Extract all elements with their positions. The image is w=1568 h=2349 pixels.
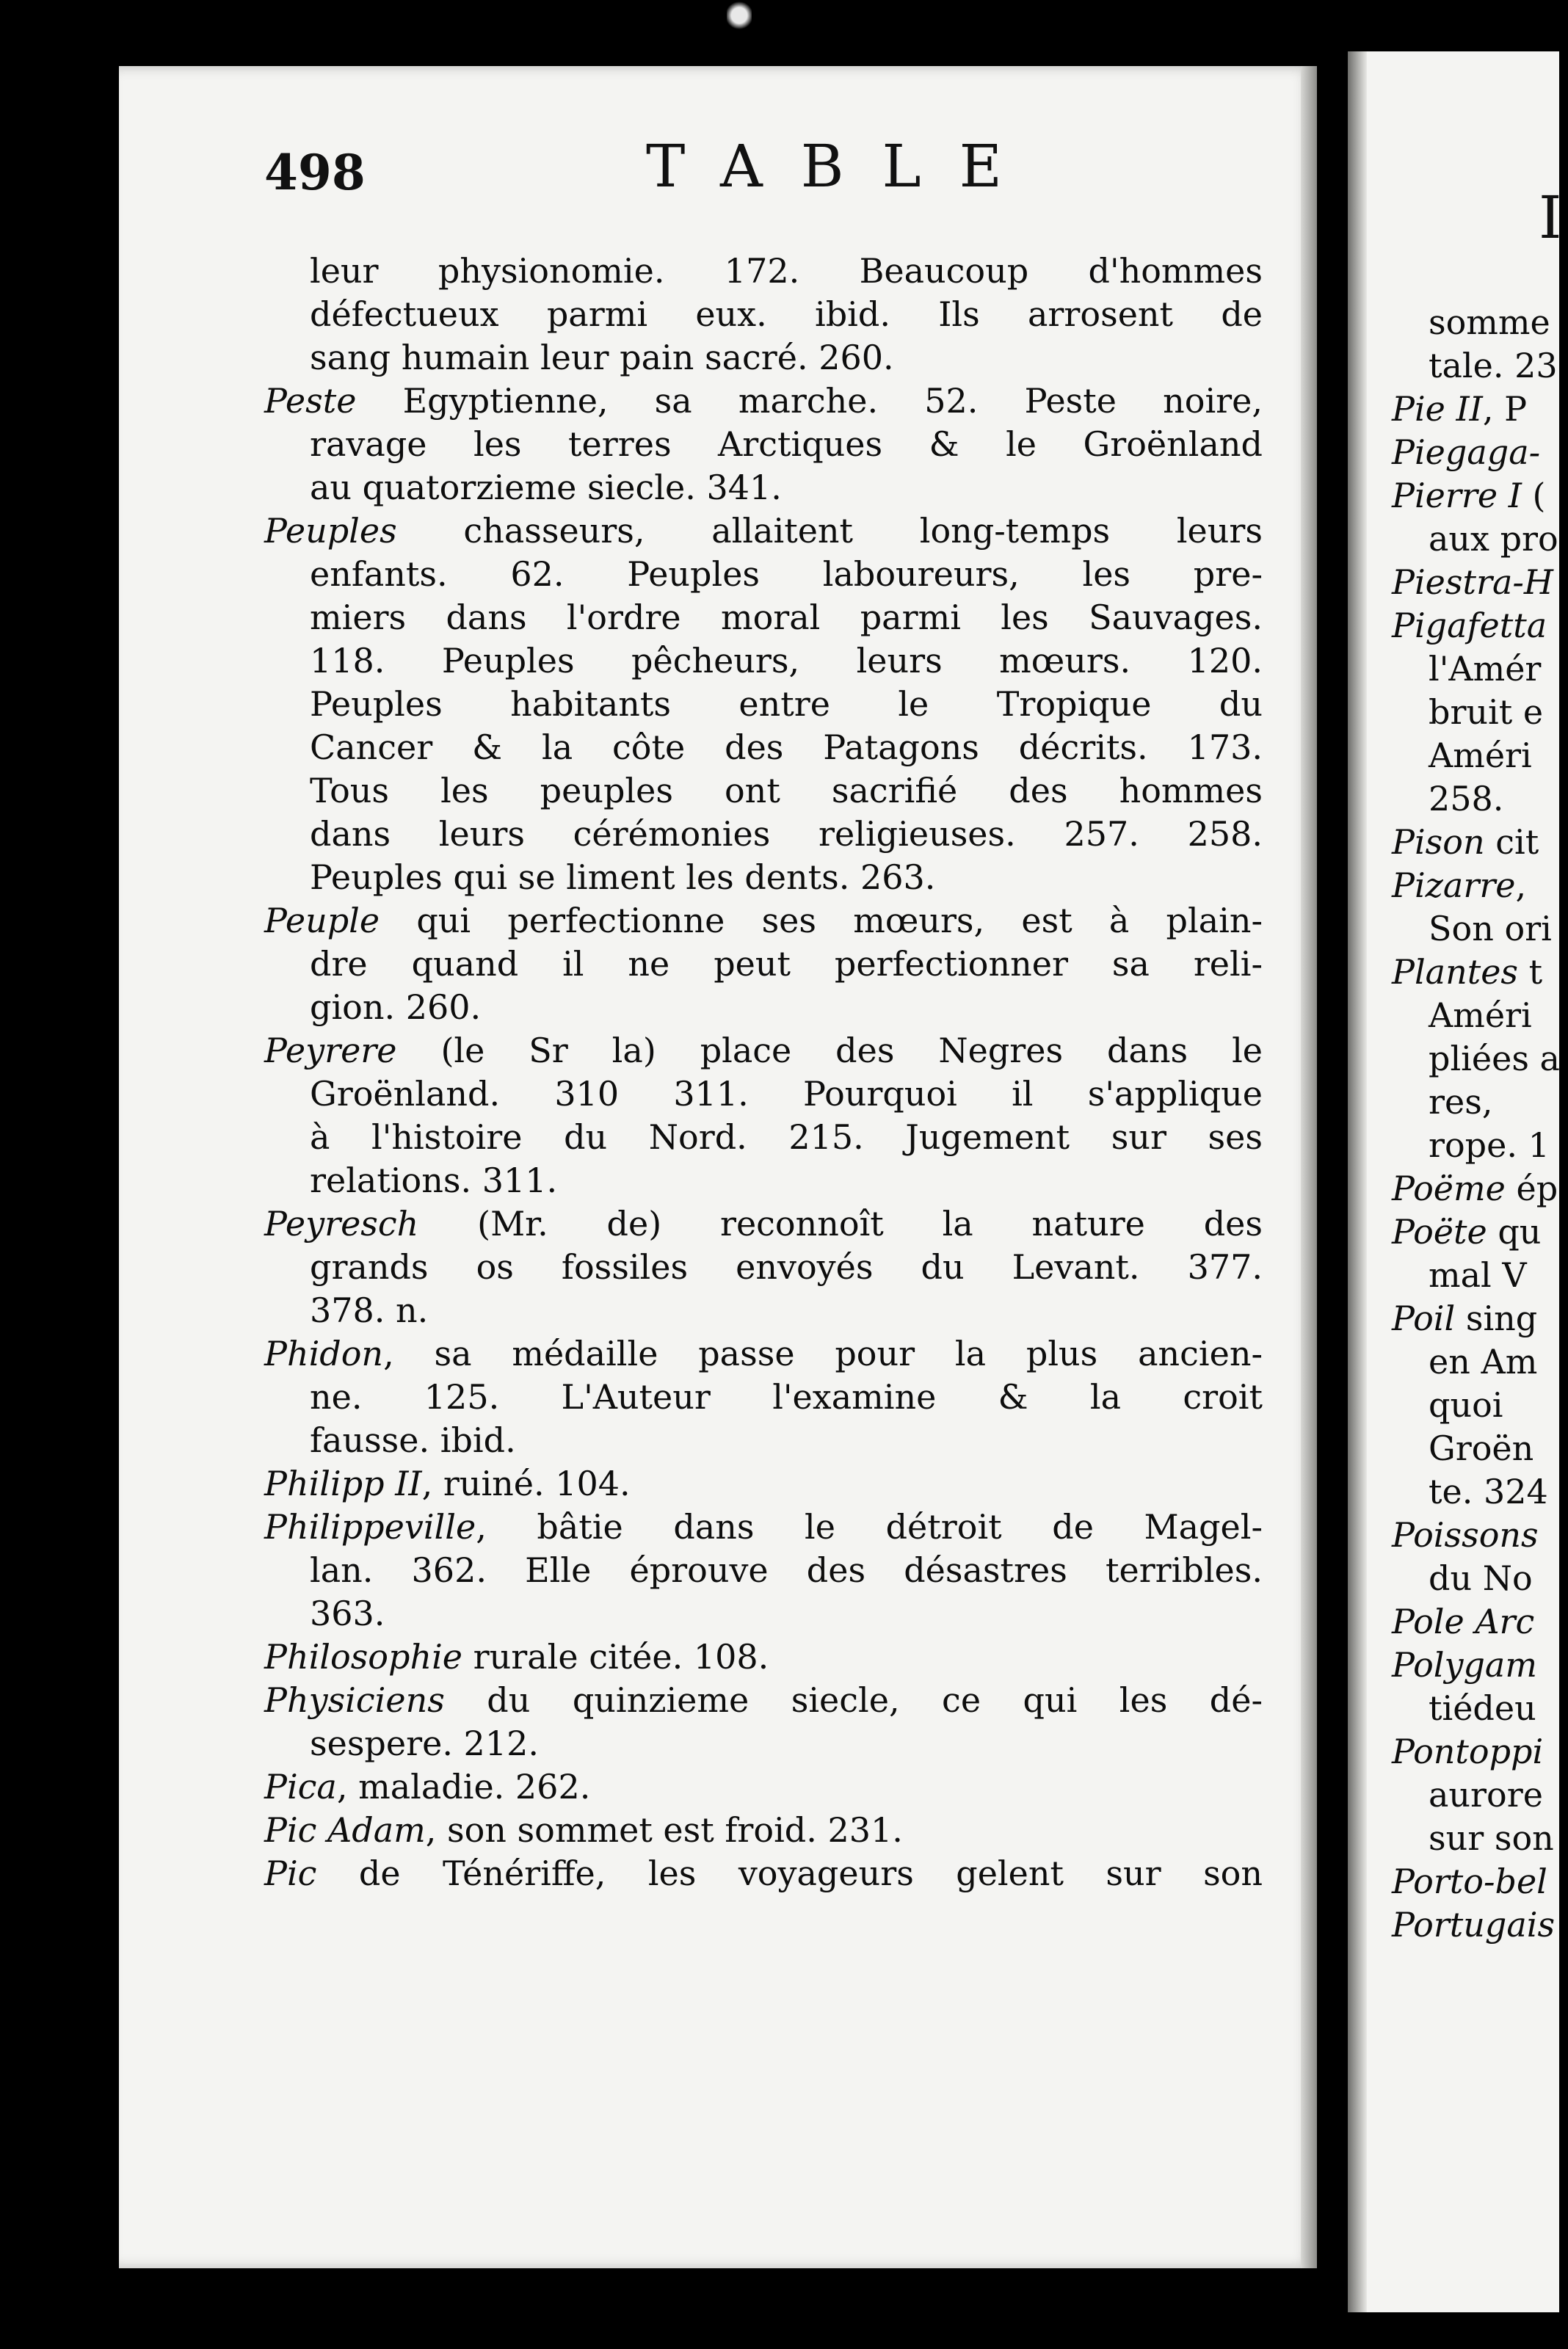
page-gutter-shadow — [1301, 66, 1317, 2268]
index-line-text: somme — [1429, 302, 1550, 342]
index-line-text: , ruiné. 104. — [421, 1464, 631, 1503]
index-line — [264, 986, 1263, 1029]
index-line — [264, 1029, 1263, 1072]
index-headword: Pole Arc — [1392, 1602, 1535, 1641]
index-line — [1392, 344, 1568, 388]
index-headword: Physiciens — [264, 1680, 445, 1720]
index-line-text: t — [1518, 952, 1543, 992]
index-line — [1392, 1687, 1568, 1730]
index-line — [264, 380, 1263, 423]
index-line — [264, 1765, 1263, 1809]
index-line-text: fausse. ibid. — [310, 1420, 516, 1460]
index-line — [264, 1635, 1263, 1679]
index-line-text: aux pro — [1429, 519, 1558, 559]
index-line-text: relations. 311. — [310, 1161, 558, 1200]
index-line-text: 118. Peuples pêcheurs, leurs mœurs. 120. — [310, 641, 1263, 680]
index-line — [1392, 691, 1568, 734]
index-line — [264, 1592, 1263, 1635]
index-headword: Peste — [264, 381, 357, 421]
index-line-text: l'Amér — [1429, 649, 1542, 689]
index-line-text: miers dans l'ordre moral parmi les Sauvages. — [310, 598, 1263, 637]
index-line-text: Cancer & la côte des Patagons décrits. 173. — [310, 727, 1263, 767]
index-line — [264, 1072, 1263, 1116]
index-line-text: Egyptienne, sa marche. 52. Peste noire, — [356, 381, 1263, 421]
index-line — [1392, 1730, 1568, 1773]
index-line — [264, 726, 1263, 769]
index-line — [264, 466, 1263, 509]
index-line — [264, 1506, 1263, 1549]
index-line — [264, 1116, 1263, 1159]
index-line-text: (le Sr la) place des Negres dans le — [396, 1031, 1263, 1070]
index-line — [264, 1679, 1263, 1722]
index-line-text: gion. 260. — [310, 987, 482, 1027]
index-headword: Pontoppi — [1392, 1732, 1544, 1771]
index-line-text: Améri — [1429, 995, 1532, 1035]
running-head: TABLE — [646, 132, 1041, 200]
index-line — [1392, 301, 1568, 344]
right-running-head: I — [1539, 184, 1562, 252]
index-line — [1392, 951, 1568, 994]
right-page — [1348, 51, 1562, 2312]
index-line — [264, 683, 1263, 726]
index-line — [264, 336, 1263, 380]
index-headword: Philipp II — [264, 1464, 422, 1503]
index-line-text: rurale citée. 108. — [462, 1637, 769, 1677]
index-line-text: , maladie. 262. — [336, 1767, 591, 1807]
index-line-text: Améri — [1429, 736, 1532, 775]
index-line-text: qui perfectionne ses mœurs, est à plain- — [380, 901, 1263, 940]
index-line — [1392, 994, 1568, 1037]
index-line-text: , sa médaille passe pour la plus ancien- — [383, 1334, 1263, 1373]
index-line — [1392, 907, 1568, 951]
index-headword: Phidon — [264, 1334, 384, 1373]
index-headword: Polygam — [1392, 1645, 1537, 1685]
index-line — [264, 1246, 1263, 1289]
index-line-text: 258. — [1429, 779, 1504, 818]
index-line-text: Peuples habitants entre le Tropique du — [310, 684, 1263, 724]
index-line-text: du No — [1429, 1558, 1533, 1598]
index-headword: Philosophie — [264, 1637, 463, 1677]
index-line — [1392, 1644, 1568, 1687]
index-headword: Piegaga- — [1392, 432, 1541, 472]
index-headword: Portugais — [1392, 1905, 1556, 1945]
index-line — [264, 856, 1263, 899]
index-line-text: à l'histoire du Nord. 215. Jugement sur ses — [310, 1117, 1263, 1157]
index-line-text: en Am — [1429, 1342, 1538, 1382]
index-line — [264, 553, 1263, 596]
index-line — [264, 1289, 1263, 1332]
index-line — [264, 769, 1263, 813]
index-line — [1392, 734, 1568, 777]
index-line — [264, 1852, 1263, 1895]
index-line — [1392, 431, 1568, 474]
index-line-text: de Ténériffe, les voyageurs gelent sur son — [316, 1854, 1263, 1893]
index-headword: Pic Adam — [264, 1810, 426, 1850]
index-line — [1392, 1124, 1568, 1167]
index-line — [1392, 1427, 1568, 1470]
index-line-text: res, — [1429, 1082, 1493, 1122]
index-line-text: mal V — [1429, 1255, 1527, 1295]
index-headword: Pison — [1392, 822, 1485, 862]
index-line-text: aurore — [1429, 1775, 1543, 1815]
index-headword: Pic — [264, 1854, 317, 1893]
index-line — [1392, 518, 1568, 561]
index-line — [1392, 1600, 1568, 1644]
index-headword: Porto-bel — [1392, 1862, 1547, 1901]
index-line-text: au quatorzieme siecle. 341. — [310, 468, 782, 507]
index-line — [264, 1202, 1263, 1246]
index-line — [1392, 647, 1568, 691]
index-line-text: lan. 362. Elle éprouve des désastres terribles. — [310, 1550, 1263, 1590]
index-line — [264, 943, 1263, 986]
index-line — [264, 813, 1263, 856]
index-line — [1392, 1557, 1568, 1600]
index-line-text: dans leurs cérémonies religieuses. 257. 258. — [310, 814, 1263, 854]
index-line-text: rope. 1 — [1429, 1125, 1550, 1165]
index-headword: Peyrere — [264, 1031, 397, 1070]
index-line-text: sing — [1455, 1299, 1538, 1338]
page-number: 498 — [264, 144, 366, 201]
index-line — [264, 1809, 1263, 1852]
index-line — [264, 596, 1263, 639]
index-line-text: sespere. 212. — [310, 1724, 539, 1763]
index-line — [1392, 1903, 1568, 1947]
index-line-text: tale. 23 — [1429, 346, 1558, 385]
index-line-text: te. 324 — [1429, 1472, 1548, 1511]
index-line — [1392, 1297, 1568, 1340]
index-line-text: Groën — [1429, 1428, 1534, 1468]
index-line-text: tiédeu — [1429, 1688, 1536, 1728]
index-line — [1392, 1514, 1568, 1557]
page-gutter-shadow-right — [1348, 51, 1367, 2312]
index-headword: Piestra-H — [1392, 562, 1554, 602]
index-headword: Pierre I — [1392, 476, 1522, 515]
index-line-text: grands os fossiles envoyés du Levant. 377. — [310, 1247, 1263, 1287]
index-line — [1392, 1081, 1568, 1124]
index-line — [264, 639, 1263, 683]
index-headword: Pica — [264, 1767, 337, 1807]
index-line-text: , P — [1482, 389, 1528, 429]
index-line-text: dre quand il ne peut perfectionner sa reli- — [310, 944, 1263, 984]
index-headword: Pizarre — [1392, 865, 1516, 905]
index-line-text: sur son — [1429, 1818, 1554, 1858]
index-line-text: Peuples qui se liment les dents. 263. — [310, 857, 936, 897]
index-headword: Philippeville — [264, 1507, 476, 1547]
page-header — [264, 132, 1263, 220]
index-line — [264, 293, 1263, 336]
index-headword: Poëte — [1392, 1212, 1487, 1252]
index-line — [1392, 1167, 1568, 1210]
binding-speck — [727, 0, 752, 31]
index-line-text: Son ori — [1429, 909, 1552, 948]
index-line — [1392, 1254, 1568, 1297]
index-headword: Poil — [1392, 1299, 1456, 1338]
index-line-text: Tous les peuples ont sacrifié des hommes — [310, 771, 1263, 810]
index-entries — [264, 250, 1263, 1895]
index-line-text: ( — [1521, 476, 1546, 515]
index-line — [264, 509, 1263, 553]
index-headword: Peyresch — [264, 1204, 419, 1244]
index-line-text: quoi — [1429, 1385, 1503, 1425]
index-line — [264, 1376, 1263, 1419]
index-line — [1392, 1817, 1568, 1860]
index-line-text: ne. 125. L'Auteur l'examine & la croit — [310, 1377, 1263, 1417]
index-line — [1392, 1340, 1568, 1384]
index-line-text: du quinzieme siecle, ce qui les dé- — [444, 1680, 1263, 1720]
index-line-text: chasseurs, allaitent long-temps leurs — [396, 511, 1263, 551]
index-line-text: , son sommet est froid. 231. — [425, 1810, 903, 1850]
index-line-text: bruit e — [1429, 692, 1544, 732]
index-line-text: qu — [1487, 1212, 1542, 1252]
index-line — [264, 1159, 1263, 1202]
index-line — [1392, 474, 1568, 518]
index-line-text: leur physionomie. 172. Beaucoup d'hommes — [310, 251, 1263, 291]
index-line — [1392, 1470, 1568, 1514]
index-line — [1392, 821, 1568, 864]
index-line — [264, 250, 1263, 293]
index-line — [264, 1722, 1263, 1765]
index-line-text: pliées a — [1429, 1039, 1560, 1078]
index-line-text: sang humain leur pain sacré. 260. — [310, 338, 894, 377]
index-headword: Poissons — [1392, 1515, 1539, 1555]
index-headword: Plantes — [1392, 952, 1519, 992]
index-line — [1392, 1037, 1568, 1081]
index-line — [264, 1332, 1263, 1376]
index-headword: Pie II — [1392, 389, 1483, 429]
index-line — [264, 1462, 1263, 1506]
index-line — [264, 423, 1263, 466]
index-line — [264, 899, 1263, 943]
index-line — [1392, 1210, 1568, 1254]
index-line — [1392, 1384, 1568, 1427]
index-line — [1392, 864, 1568, 907]
index-line — [1392, 777, 1568, 821]
right-index-entries — [1392, 301, 1568, 1947]
index-line-text: défectueux parmi eux. ibid. Ils arrosent de — [310, 294, 1263, 334]
index-headword: Peuple — [264, 901, 380, 940]
index-line — [1392, 604, 1568, 647]
index-line — [264, 1549, 1263, 1592]
index-line — [264, 1419, 1263, 1462]
index-line-text: 363. — [310, 1594, 385, 1633]
index-line-text: 378. n. — [310, 1290, 429, 1330]
index-headword: Poëme — [1392, 1169, 1506, 1208]
index-headword: Pigafetta — [1392, 606, 1547, 645]
index-line — [1392, 1860, 1568, 1903]
index-line-text: Groënland. 310 311. Pourquoi il s'applique — [310, 1074, 1263, 1114]
index-headword: Peuples — [264, 511, 397, 551]
index-line-text: , bâtie dans le détroit de Magel- — [476, 1507, 1263, 1547]
index-line-text: , — [1515, 865, 1527, 905]
index-line-text: ép — [1505, 1169, 1558, 1208]
index-line — [1392, 388, 1568, 431]
index-line-text: enfants. 62. Peuples laboureurs, les pre- — [310, 554, 1263, 594]
index-line-text: ravage les terres Arctiques & le Groënland — [310, 424, 1263, 464]
index-line — [1392, 1773, 1568, 1817]
index-line-text: cit — [1484, 822, 1539, 862]
index-line — [1392, 561, 1568, 604]
index-line-text: (Mr. de) reconnoît la nature des — [418, 1204, 1263, 1244]
